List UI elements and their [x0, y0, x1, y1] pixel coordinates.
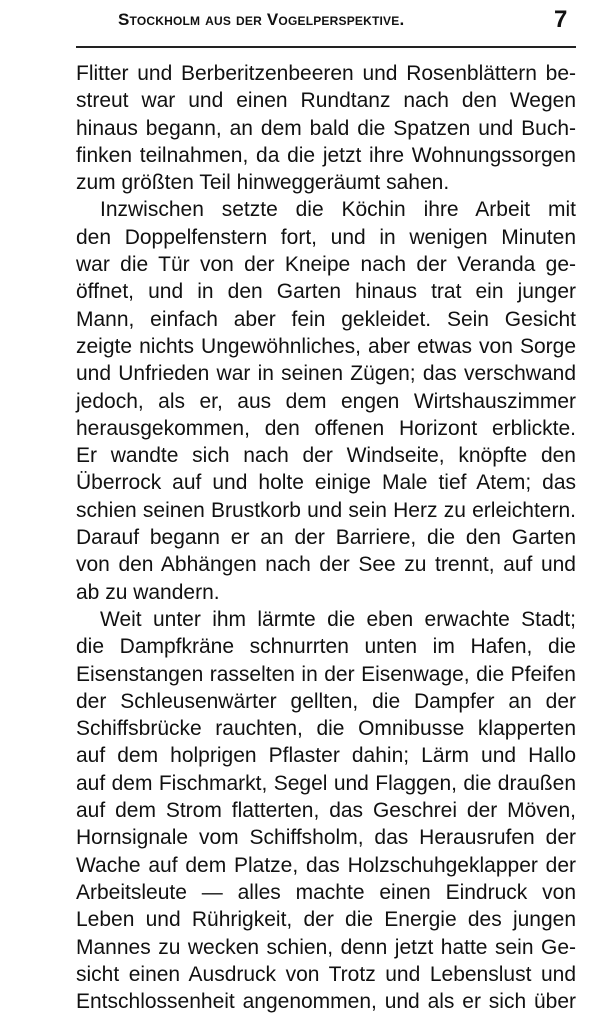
text-line: der Schleusenwärter gellten, die Dampfer an der: [76, 689, 576, 713]
header-rule: [76, 46, 576, 48]
text-line: Entschlossenheit angenommen, und als er sich über: [76, 990, 576, 1014]
text-line: Mann, einfach aber fein gekleidet. Sein Gesicht: [76, 307, 576, 331]
text-line: Inzwischen setzte die Köchin ihre Arbeit mit: [100, 198, 576, 222]
text-line: auf dem holprigen Pflaster dahin; Lärm und Hallo: [76, 744, 576, 768]
text-line: von den Abhängen nach der See zu trennt, auf und: [76, 553, 576, 577]
text-line: Schiffsbrücke rauchten, die Omnibusse klapperten: [76, 717, 576, 741]
text-line: Weit unter ihm lärmte die eben erwachte Stadt;: [100, 607, 576, 631]
text-line: und Unfrieden war in seinen Zügen; das verschwand: [76, 362, 576, 386]
text-line: ab zu wandern.: [76, 580, 220, 604]
page-number: 7: [554, 6, 568, 33]
text-line: sicht einen Ausdruck von Trotz und Lebenslust und: [76, 962, 576, 986]
text-line: zeigte nichts Ungewöhnliches, aber etwas von Sorge: [76, 334, 576, 358]
text-line: Hornsignale vom Schiffsholm, das Herausrufen der: [76, 826, 576, 850]
text-line: Er wandte sich nach der Windseite, knöpfte den: [76, 444, 576, 468]
text-line: schien seinen Brustkorb und sein Herz zu erleichtern.: [76, 498, 576, 522]
text-line: Flitter und Berberitzenbeeren und Rosenblättern be-: [76, 62, 576, 85]
text-line: Wache auf dem Platze, das Holzschuhgeklapper der: [76, 853, 576, 877]
running-title: Stockholm aus der Vogelperspektive.: [118, 10, 405, 29]
text-line: Überrock auf und holte einige Male tief Atem; das: [76, 471, 576, 495]
text-line: Mannes zu wecken schien, denn jetzt hatte sein Ge-: [76, 935, 576, 959]
text-line: zum größten Teil hinweggeräumt sahen.: [76, 171, 450, 195]
text-line: Arbeitsleute — alles machte einen Eindruck von: [76, 880, 576, 904]
text-line: die Dampfkräne schnurrten unten im Hafen, die: [76, 635, 576, 659]
text-line: jedoch, als er, aus dem engen Wirtshauszimmer: [76, 389, 576, 413]
text-line: herausgekommen, den offenen Horizont erblickte.: [76, 416, 576, 440]
text-line: hinaus begann, an dem bald die Spatzen und Buch-: [76, 116, 576, 140]
text-line: Darauf begann er an der Barriere, die den Garten: [76, 526, 576, 550]
text-line: finken teilnahmen, da die jetzt ihre Wohnungssorgen: [76, 143, 576, 167]
body-text: [76, 60, 576, 1015]
text-line: streut war und einen Rundtanz nach den Wegen: [76, 89, 576, 113]
text-line: Leben und Rührigkeit, der die Energie des jungen: [76, 908, 576, 932]
text-line: Eisenstangen rasselten in der Eisenwage, die Pfeifen: [76, 662, 576, 686]
text-line: war die Tür von der Kneipe nach der Veranda ge-: [76, 253, 576, 277]
text-line: öffnet, und in den Garten hinaus trat ein junger: [76, 280, 576, 304]
text-line: den Doppelfenstern fort, und in wenigen Minuten: [76, 225, 576, 249]
text-line: auf dem Fischmarkt, Segel und Flaggen, die draußen: [76, 771, 576, 795]
text-line: auf dem Strom flatterten, das Geschrei der Möven,: [76, 799, 576, 823]
